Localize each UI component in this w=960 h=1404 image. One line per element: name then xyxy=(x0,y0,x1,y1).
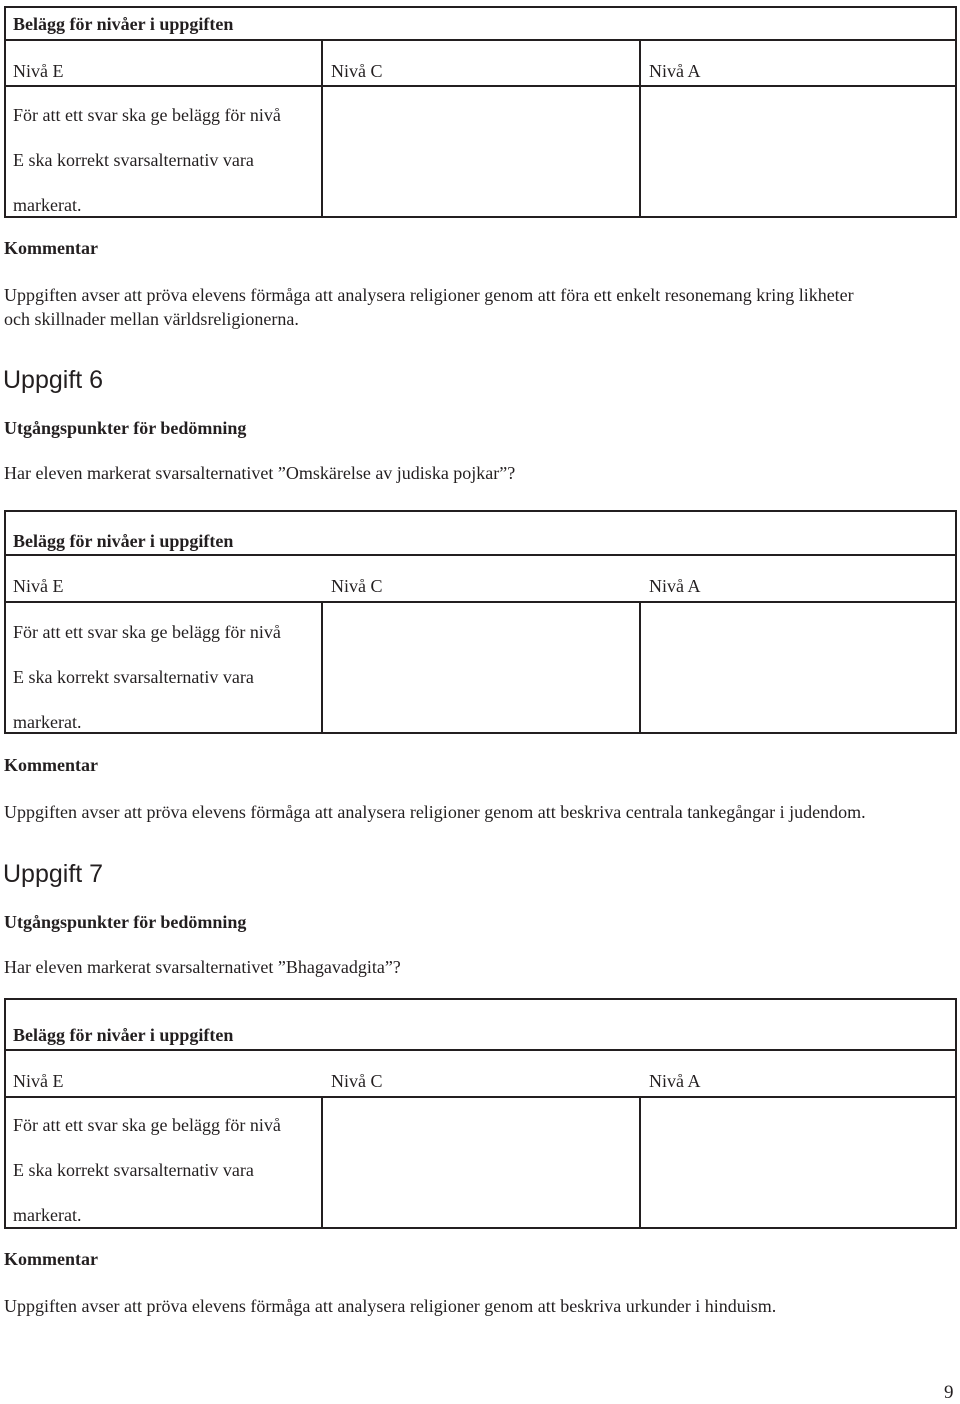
rubric-table xyxy=(4,998,957,1229)
rubric-table xyxy=(4,510,957,734)
level-a-label: Nivå A xyxy=(649,61,701,81)
criteria-line: markerat. xyxy=(13,1205,82,1225)
level-e-label: Nivå E xyxy=(13,1071,64,1091)
column-divider xyxy=(639,603,641,732)
rubric-title: Belägg för nivåer i uppgiften xyxy=(13,531,234,551)
column-divider xyxy=(321,603,323,732)
level-e-criteria xyxy=(13,1114,281,1249)
rubric-title-row xyxy=(6,1000,955,1051)
column-divider xyxy=(639,1098,641,1227)
criteria-line: E ska korrekt svarsalternativ vara xyxy=(13,150,254,170)
comment-line: Uppgiften avser att pröva elevens förmåga att analysera religioner genom att beskriva centrala tankegångar i judendom. xyxy=(4,802,866,822)
rubric-levels-row xyxy=(6,41,955,87)
column-divider xyxy=(321,41,323,216)
criteria-line: För att ett svar ska ge belägg för nivå xyxy=(13,622,281,642)
rubric-levels-row xyxy=(6,1051,955,1098)
level-e-criteria xyxy=(13,104,281,239)
criteria-line: E ska korrekt svarsalternativ vara xyxy=(13,667,254,687)
page-number: 9 xyxy=(944,1382,954,1403)
criteria-heading: Utgångspunkter för bedömning xyxy=(4,912,247,932)
level-c-label: Nivå C xyxy=(331,576,383,596)
rubric-title-row xyxy=(6,512,955,556)
task-heading: Uppgift 7 xyxy=(3,860,104,888)
comment-line: Uppgiften avser att pröva elevens förmåga att analysera religioner genom att föra ett enkelt resonemang kring likheter xyxy=(4,285,854,305)
rubric-title-row xyxy=(6,8,955,41)
comment-label: Kommentar xyxy=(4,1249,98,1269)
criteria-line: E ska korrekt svarsalternativ vara xyxy=(13,1160,254,1180)
column-divider xyxy=(321,1098,323,1227)
criteria-line: markerat. xyxy=(13,712,82,732)
column-divider xyxy=(639,41,641,216)
question-text: Har eleven markerat svarsalternativet ”Omskärelse av judiska pojkar”? xyxy=(4,463,516,483)
question-text: Har eleven markerat svarsalternativet ”Bhagavadgita”? xyxy=(4,957,401,977)
criteria-line: markerat. xyxy=(13,195,82,215)
level-e-criteria xyxy=(13,621,281,756)
criteria-line: För att ett svar ska ge belägg för nivå xyxy=(13,1115,281,1135)
level-c-label: Nivå C xyxy=(331,61,383,81)
level-e-label: Nivå E xyxy=(13,61,64,81)
level-c-label: Nivå C xyxy=(331,1071,383,1091)
rubric-title: Belägg för nivåer i uppgiften xyxy=(13,14,234,34)
criteria-line: För att ett svar ska ge belägg för nivå xyxy=(13,105,281,125)
comment-line: Uppgiften avser att pröva elevens förmåga att analysera religioner genom att beskriva urkunder i hinduism. xyxy=(4,1296,777,1316)
level-a-label: Nivå A xyxy=(649,1071,701,1091)
comment-label: Kommentar xyxy=(4,238,98,258)
level-e-label: Nivå E xyxy=(13,576,64,596)
comment-label: Kommentar xyxy=(4,755,98,775)
level-a-label: Nivå A xyxy=(649,576,701,596)
task-heading: Uppgift 6 xyxy=(3,366,104,394)
rubric-title: Belägg för nivåer i uppgiften xyxy=(13,1025,234,1045)
criteria-heading: Utgångspunkter för bedömning xyxy=(4,418,247,438)
comment-line: och skillnader mellan världsreligionerna. xyxy=(4,309,299,329)
rubric-levels-row xyxy=(6,556,955,603)
rubric-table xyxy=(4,6,957,218)
